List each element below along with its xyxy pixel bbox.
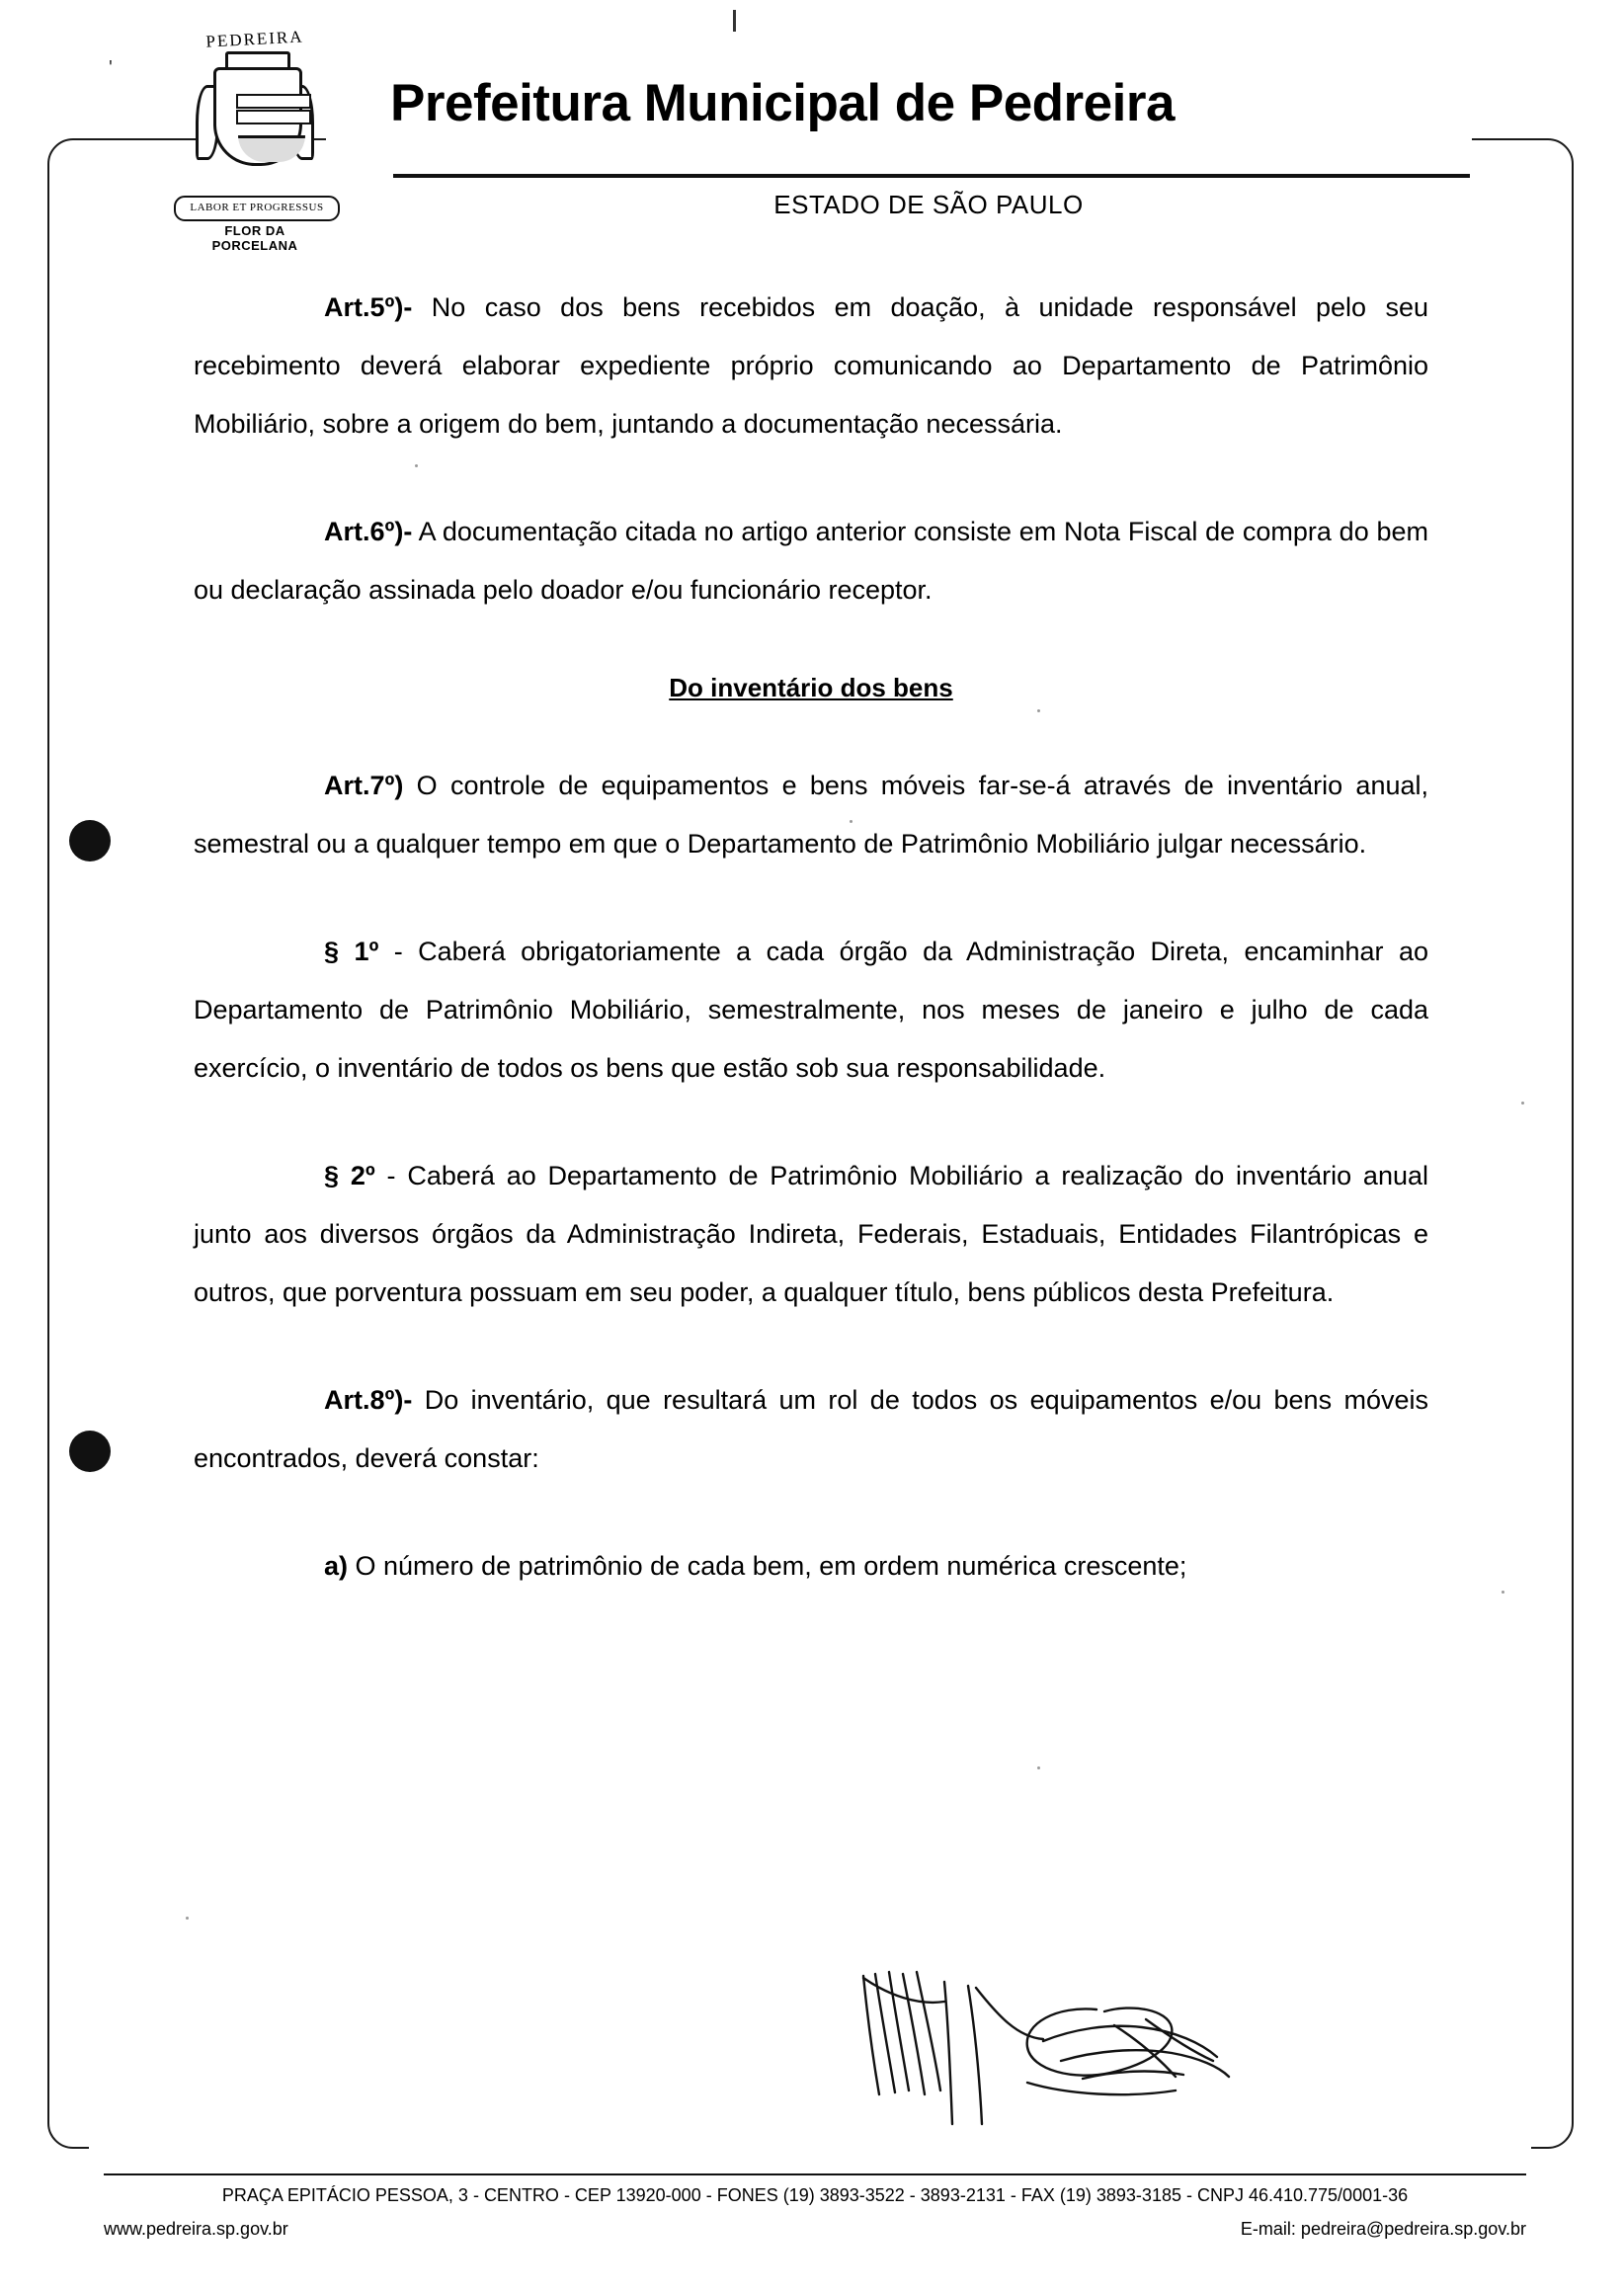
paragraph-marker: Art.8º)-	[324, 1385, 413, 1415]
scan-speck	[1037, 1766, 1040, 1769]
paragraph-text: O número de patrimônio de cada bem, em ordem numérica crescente;	[348, 1551, 1187, 1581]
paragraph-art6	[194, 503, 1428, 619]
crest-shield-body	[213, 67, 302, 166]
scan-speck	[186, 1917, 189, 1920]
title-underline	[393, 174, 1470, 178]
section-heading: Do inventário dos bens	[669, 673, 953, 702]
scan-apostrophe-mark: '	[109, 57, 113, 79]
crest-wave	[238, 135, 305, 162]
coat-of-arms-icon	[166, 27, 344, 262]
paragraph-art8	[194, 1371, 1428, 1488]
footer-divider	[104, 2173, 1526, 2175]
footer-email: E-mail: pedreira@pedreira.sp.gov.br	[1240, 2219, 1526, 2239]
scan-speck	[415, 464, 418, 467]
paragraph-marker: Art.7º)	[324, 771, 404, 800]
paragraph-text: - Caberá ao Departamento de Patrimônio Mobiliário a realização do inventário anual junto aos diversos órgãos da Administração Indireta, Federais, Estaduais, Entidades Filantrópicas e outros, que porventura possuam em seu poder, a qualquer título, bens públicos desta Prefeitura.	[194, 1161, 1428, 1307]
paragraph-marker: Art.6º)-	[324, 517, 413, 546]
page-subtitle: ESTADO DE SÃO PAULO	[773, 190, 1084, 219]
punch-hole-mark-bottom	[69, 1431, 111, 1472]
paragraph-art7	[194, 757, 1428, 873]
crest-motto-ribbon: LABOR ET PROGRESSUS	[174, 196, 340, 221]
paragraph-marker: § 2º	[324, 1161, 375, 1190]
footer-website: www.pedreira.sp.gov.br	[104, 2219, 288, 2239]
paragraph-text: No caso dos bens recebidos em doação, à unidade responsável pelo seu recebimento deverá elaborar expediente próprio comunicando ao Departamento de Patrimônio Mobiliário, sobre a origem do bem, juntando a documentação necessária.	[194, 292, 1428, 439]
page-title: Prefeitura Municipal de Pedreira	[390, 74, 1175, 132]
paragraph-text: A documentação citada no artigo anterior consiste em Nota Fiscal de compra do bem ou declaração assinada pelo doador e/ou funcionário receptor.	[194, 517, 1428, 605]
paragraph-par1	[194, 923, 1428, 1098]
crest-sub-line2: PORCELANA	[211, 238, 298, 253]
paragraph-item-a	[194, 1537, 1428, 1596]
paragraph-text: Do inventário, que resultará um rol de todos os equipamentos e/ou bens móveis encontrados, deverá constar:	[194, 1385, 1428, 1473]
crest-sub-label	[166, 223, 344, 253]
paragraph-marker: Art.5º)-	[324, 292, 413, 322]
paragraph-marker: a)	[324, 1551, 349, 1581]
crest-stripe-upper	[236, 94, 311, 109]
scan-speck	[1037, 709, 1040, 712]
paragraph-text: - Caberá obrigatoriamente a cada órgão da Administração Direta, encaminhar ao Departamento de Patrimônio Mobiliário, semestralmente, nos meses de janeiro e julho de cada exercício, o inventário de todos os bens que estão sob sua responsabilidade.	[194, 937, 1429, 1083]
signature-mark	[850, 1966, 1264, 2134]
crest-sub-line1: FLOR DA	[224, 223, 285, 238]
paragraph-text: O controle de equipamentos e bens móveis far-se-á através de inventário anual, semestral ou a qualquer tempo em que o Departamento de Patrimônio Mobiliário julgar necessário.	[194, 771, 1428, 859]
crest-stripe-lower	[236, 110, 311, 124]
paragraph-art5	[194, 279, 1428, 453]
crest-shield-graphic	[200, 51, 310, 200]
punch-hole-mark-top	[69, 820, 111, 861]
paragraph-par2	[194, 1147, 1428, 1322]
scan-speck	[850, 820, 853, 823]
crest-top-label: PEDREIRA	[204, 27, 304, 51]
paragraph-marker: § 1º	[324, 937, 379, 966]
document-header	[0, 0, 1624, 287]
scan-tick-mark	[733, 10, 736, 32]
scan-speck	[1521, 1102, 1524, 1105]
footer-address: PRAÇA EPITÁCIO PESSOA, 3 - CENTRO - CEP 13920-000 - FONES (19) 3893-3522 - 3893-2131 - FAX (19) 3893-3185 - CNPJ 46.410.775/0001-36	[221, 2185, 1409, 2205]
document-body	[194, 279, 1428, 1596]
scan-speck	[1502, 1591, 1504, 1594]
